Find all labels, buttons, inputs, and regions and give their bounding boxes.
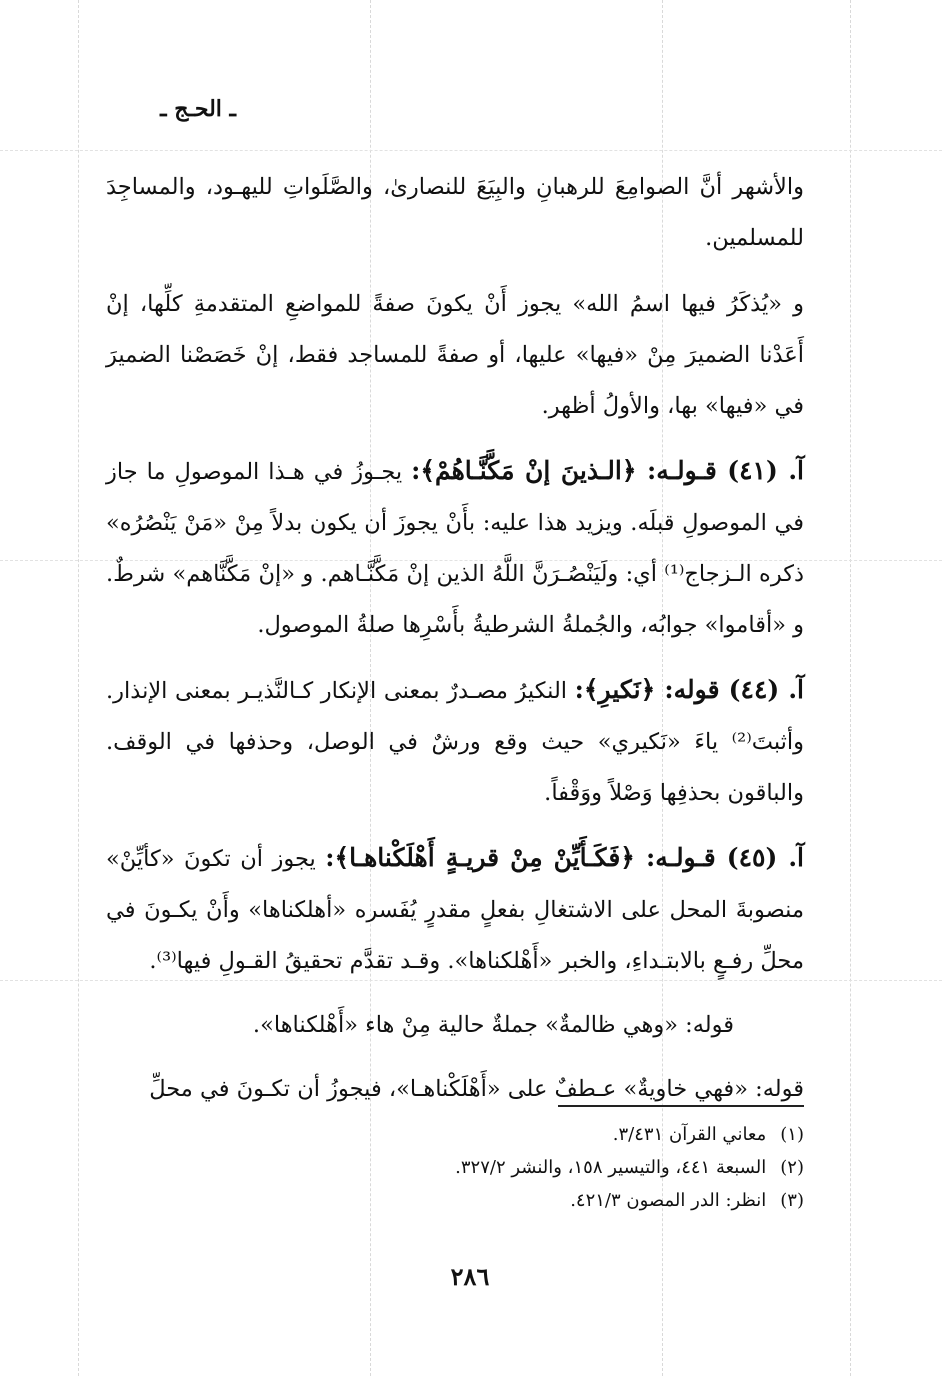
footnote-number: (١) [780,1124,804,1145]
paragraph-text: النكيرُ مصـدرٌ بمعنى الإنكار كـالنَّذيـر بمعنى الإنذار. وأثبتَ⁽²⁾ ياءَ «نَكيري» حيث وقع ورشٌ في الوصل، وحذفها في الوقف. والباقون بحذفِها وَصْلاً ووَقْفاً. [106,678,804,806]
commentary-line: قوله: «وهي ظالمةٌ» جملةٌ حالية مِنْ هاء «أَهْلكناها». [252,1012,734,1038]
paragraph [106,277,804,432]
footnote [244,1184,804,1217]
verse-heading: آ. (٤٥) قـولـه: ﴿فَكَـأَيِّنْ مِنْ قريـةٍ أَهْلَكْناهـا﴾: [325,843,804,872]
paragraph-text: و «يُذكَرُ فيها اسمُ الله» يجوز أَنْ يكونَ صفةً للمواضعِ المتقدمةِ كلِّها، إنْ أَعَدْنا الضميرَ مِنْ «فيها» عليها، أو صفةً للمساجد فقط، إنْ خَصَصْنا الضميرَ في «فيها» بها، والأولُ أظهر. [106,291,804,419]
paragraph [106,160,804,264]
grid-line [78,0,79,1376]
paragraph-text: يجوز أن تكونَ «كأيِّنْ» منصوبةَ المحل على الاشتغالِ بفعلٍ مقدرٍ يُفَسره «أهلكناها» وأَنْ يكـونَ في محلِّ رفـعٍ بالابتـداءِ، والخبر «أَهْلكناها». وقـد تقدَّم تحقيقُ القـولِ فيها⁽³⁾. [106,846,804,974]
footnote [244,1118,804,1151]
footnote-text: انظر: الدر المصون ٤٢١/٣. [570,1190,767,1211]
main-text [106,160,804,1128]
footnote [244,1151,804,1184]
verse-heading: آ. (٤١) قـولـه: ﴿الـذينَ إنْ مَكَّنَّـاهُمْ﴾: [411,456,804,485]
commentary-line: قوله: «فهي خاويةٌ» عـطفٌ على «أَهْلَكْناهـا»، فيجوزُ أن تكـونَ في محلِّ [149,1076,804,1102]
grid-line [850,0,851,1376]
footnote-text: السبعة ٤٤١، والتيسير ١٥٨، والنشر ٣٢٧/٢. [455,1157,767,1178]
paragraph [106,445,804,651]
running-header: ـ الحـج ـ [160,96,236,122]
grid-line [0,150,942,151]
paragraph [106,832,804,987]
footnote-text: معاني القرآن ٣/٤٣١. [612,1124,767,1145]
footnotes [244,1118,804,1217]
footnote-number: (٣) [780,1190,804,1211]
paragraph-text: والأشهر أنَّ الصوامِعَ للرهبانِ والبِيَعَ للنصارىٰ، والصَّلَواتِ لليهـود، والمساجِدَ للمسلمين. [106,174,804,251]
paragraph [106,664,804,819]
footnote-number: (٢) [780,1157,804,1178]
page-number: ٢٨٦ [450,1262,490,1291]
verse-heading: آ. (٤٤) قوله: ﴿نَكيرِ﴾: [574,675,804,704]
paragraph-text: يجـوزُ في هـذا الموصولِ ما جاز في الموصولِ قبلَه. ويزيد هذا عليه: بأَنْ يجوزَ أن يكون بدلاً مِنْ «مَنْ يَنْصُرُه» ذكره الـزجاج⁽¹⁾ أي: ولَيَنْصُـرَنَّ اللَّهُ الذين إنْ مَكَّنَّـاهم. و «إنْ مَكَّنَّاهم» شرطٌ. و «أقاموا» جوابُه، والجُملةُ الشرطيةُ بأَسْرِها صلةُ الموصول. [106,459,804,638]
footnote-divider [558,1105,804,1107]
